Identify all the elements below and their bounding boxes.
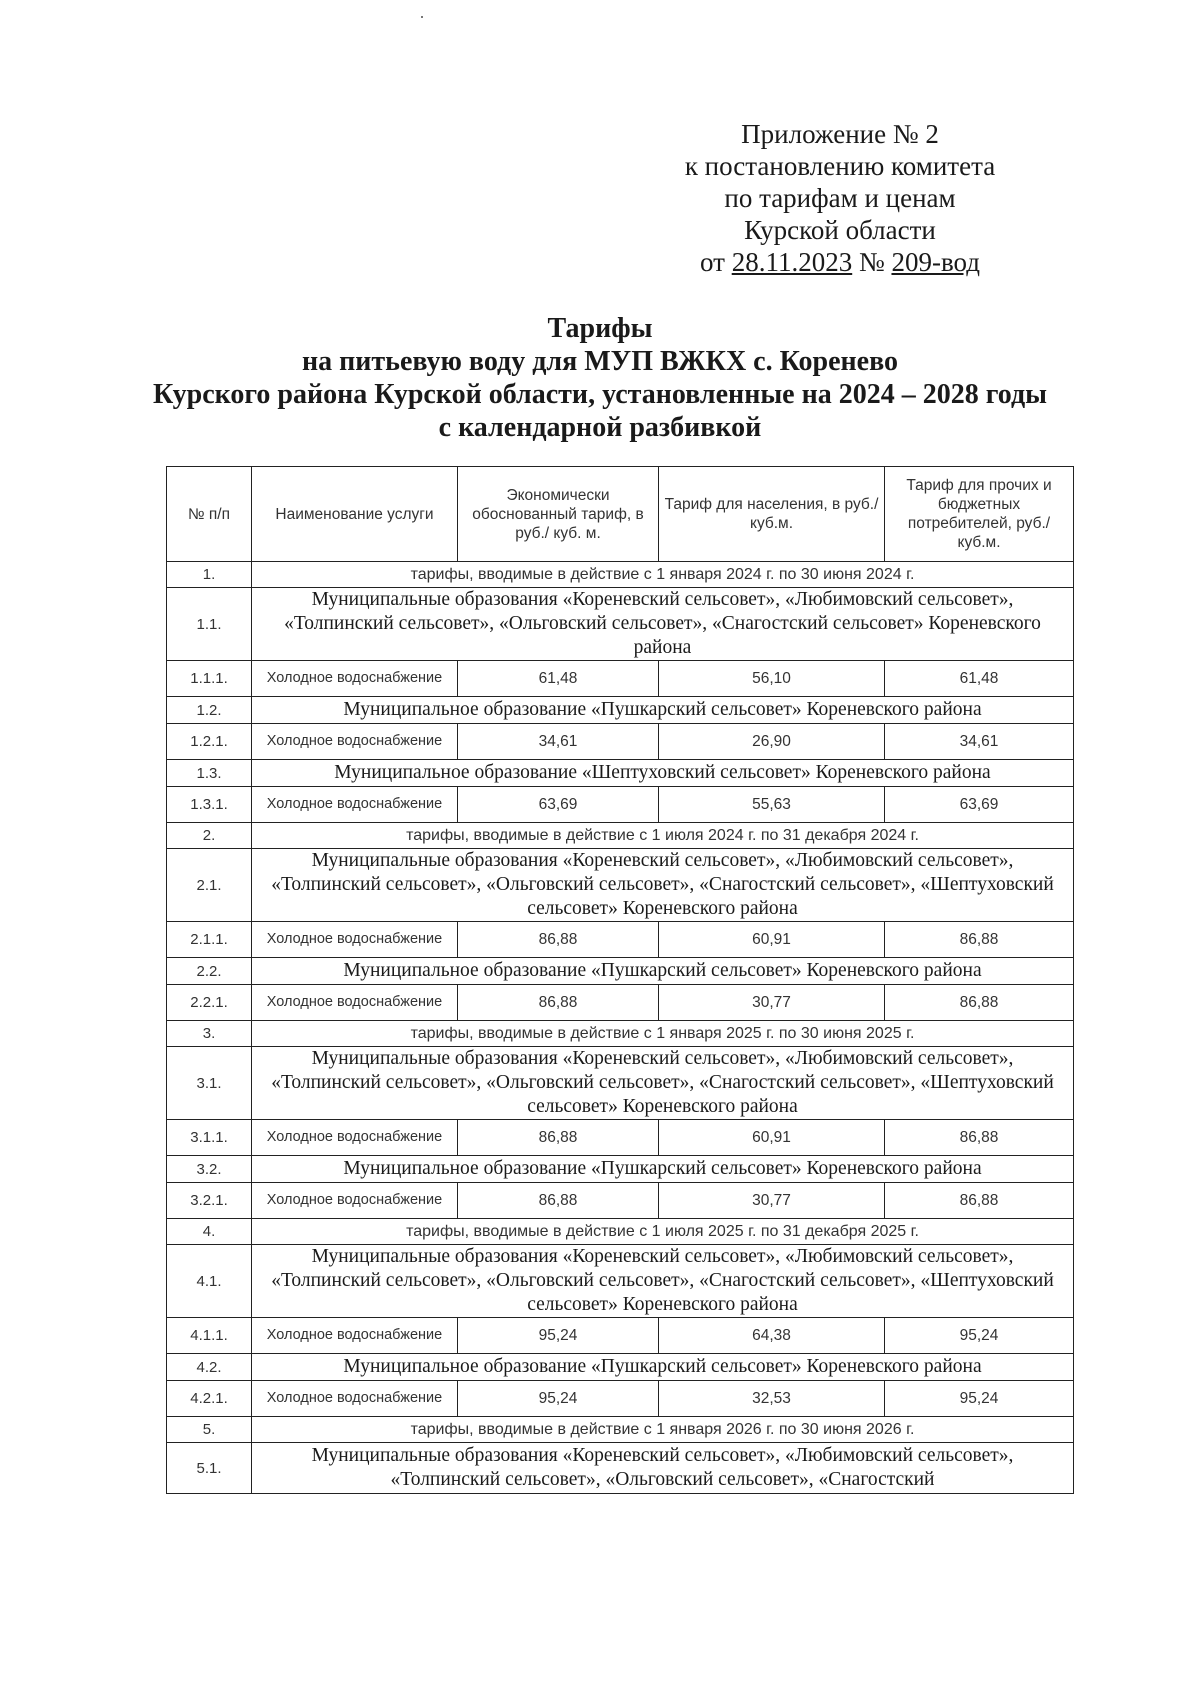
service-name: Холодное водоснабжение (252, 985, 458, 1021)
municipality-label: Муниципальные образования «Кореневский сельсовет», «Любимовский сельсовет», «Толпинский сельсовет», «Ольговский сельсовет», «Снагостский (252, 1443, 1074, 1494)
row-num: 2.2.1. (167, 985, 252, 1021)
other-tariff: 63,69 (885, 787, 1074, 823)
municipality-label: Муниципальные образования «Кореневский сельсовет», «Любимовский сельсовет», «Толпинский сельсовет», «Ольговский сельсовет», «Снагостский сельсовет», «Шептуховский сельсовет» Кореневского района (252, 849, 1074, 922)
table-row (167, 1245, 1074, 1318)
row-num: 5.1. (167, 1443, 252, 1494)
row-num: 4.1.1. (167, 1318, 252, 1354)
header-other: Тариф для прочих и бюджетных потребителей, руб./ куб.м. (885, 467, 1074, 562)
annex-date-line (640, 246, 1040, 278)
table-row (167, 1417, 1074, 1443)
other-tariff: 86,88 (885, 1183, 1074, 1219)
row-num: 4.2. (167, 1354, 252, 1381)
annex-line-2: к постановлению комитета (684, 151, 996, 181)
table-row (167, 1120, 1074, 1156)
table-row (167, 823, 1074, 849)
header-num: № п/п (167, 467, 252, 562)
municipality-label: Муниципальные образования «Кореневский сельсовет», «Любимовский сельсовет», «Толпинский сельсовет», «Ольговский сельсовет», «Снагостский сельсовет», «Шептуховский сельсовет» Кореневского района (252, 1245, 1074, 1318)
row-num: 3.1.1. (167, 1120, 252, 1156)
title-line-4: с календарной разбивкой (438, 412, 762, 443)
row-num: 2.1.1. (167, 922, 252, 958)
table-row (167, 958, 1074, 985)
table-row (167, 760, 1074, 787)
header-population: Тариф для населения, в руб./ куб.м. (659, 467, 885, 562)
scan-speck (421, 16, 423, 18)
row-num: 1. (167, 562, 252, 588)
annex-line-3: по тарифам и ценам (724, 183, 956, 213)
row-num: 1.3.1. (167, 787, 252, 823)
row-num: 4. (167, 1219, 252, 1245)
row-num: 3.2.1. (167, 1183, 252, 1219)
table-row (167, 849, 1074, 922)
other-tariff: 34,61 (885, 724, 1074, 760)
annex-number-prefix: № (852, 247, 892, 277)
row-num: 2.2. (167, 958, 252, 985)
other-tariff: 95,24 (885, 1381, 1074, 1417)
population-tariff: 55,63 (659, 787, 885, 823)
service-name: Холодное водоснабжение (252, 1183, 458, 1219)
table-row (167, 1219, 1074, 1245)
annex-date-prefix: от (700, 247, 732, 277)
annex-header (640, 118, 1040, 278)
document-title (100, 312, 1100, 444)
row-num: 2. (167, 823, 252, 849)
population-tariff: 60,91 (659, 922, 885, 958)
row-num: 3.2. (167, 1156, 252, 1183)
row-num: 1.3. (167, 760, 252, 787)
row-num: 1.1. (167, 588, 252, 661)
economic-tariff: 63,69 (458, 787, 659, 823)
table-row (167, 1047, 1074, 1120)
other-tariff: 95,24 (885, 1318, 1074, 1354)
table-row (167, 1381, 1074, 1417)
table-row (167, 588, 1074, 661)
table-row (167, 1443, 1074, 1494)
row-num: 5. (167, 1417, 252, 1443)
period-label: тарифы, вводимые в действие с 1 января 2024 г. по 30 июня 2024 г. (252, 562, 1074, 588)
other-tariff: 86,88 (885, 1120, 1074, 1156)
other-tariff: 61,48 (885, 661, 1074, 697)
table-row (167, 1021, 1074, 1047)
economic-tariff: 34,61 (458, 724, 659, 760)
title-line-1: Тарифы (547, 313, 653, 344)
economic-tariff: 95,24 (458, 1318, 659, 1354)
annex-line-1: Приложение № 2 (741, 119, 939, 149)
period-label: тарифы, вводимые в действие с 1 июля 2025 г. по 31 декабря 2025 г. (252, 1219, 1074, 1245)
municipality-label: Муниципальные образования «Кореневский сельсовет», «Любимовский сельсовет», «Толпинский сельсовет», «Ольговский сельсовет», «Снагостский сельсовет» Кореневского района (252, 588, 1074, 661)
other-tariff: 86,88 (885, 922, 1074, 958)
annex-number: 209-вод (891, 247, 980, 277)
economic-tariff: 61,48 (458, 661, 659, 697)
other-tariff: 86,88 (885, 985, 1074, 1021)
annex-date: 28.11.2023 (731, 247, 853, 277)
economic-tariff: 86,88 (458, 1120, 659, 1156)
tariffs-table (166, 466, 1074, 1494)
title-line-3: Курского района Курской области, установленные на 2024 – 2028 годы (153, 379, 1047, 410)
population-tariff: 60,91 (659, 1120, 885, 1156)
row-num: 1.2. (167, 697, 252, 724)
municipality-label: Муниципальное образование «Пушкарский сельсовет» Кореневского района (252, 1156, 1074, 1183)
table-row (167, 985, 1074, 1021)
period-label: тарифы, вводимые в действие с 1 июля 2024 г. по 31 декабря 2024 г. (252, 823, 1074, 849)
row-num: 1.2.1. (167, 724, 252, 760)
economic-tariff: 86,88 (458, 985, 659, 1021)
population-tariff: 56,10 (659, 661, 885, 697)
row-num: 3.1. (167, 1047, 252, 1120)
service-name: Холодное водоснабжение (252, 1120, 458, 1156)
table-row (167, 724, 1074, 760)
title-line-2: на питьевую воду для МУП ВЖКХ с. Коренево (301, 346, 899, 377)
municipality-label: Муниципальные образования «Кореневский сельсовет», «Любимовский сельсовет», «Толпинский сельсовет», «Ольговский сельсовет», «Снагостский сельсовет», «Шептуховский сельсовет» Кореневского района (252, 1047, 1074, 1120)
header-economic: Экономически обоснованный тариф, в руб./ куб. м. (458, 467, 659, 562)
population-tariff: 32,53 (659, 1381, 885, 1417)
municipality-label: Муниципальное образование «Пушкарский сельсовет» Кореневского района (252, 697, 1074, 724)
table-row (167, 787, 1074, 823)
period-label: тарифы, вводимые в действие с 1 января 2026 г. по 30 июня 2026 г. (252, 1417, 1074, 1443)
population-tariff: 30,77 (659, 1183, 885, 1219)
table-row (167, 1354, 1074, 1381)
service-name: Холодное водоснабжение (252, 724, 458, 760)
table-header-row (167, 467, 1074, 562)
table-row (167, 1183, 1074, 1219)
municipality-label: Муниципальное образование «Пушкарский сельсовет» Кореневского района (252, 1354, 1074, 1381)
row-num: 1.1.1. (167, 661, 252, 697)
population-tariff: 30,77 (659, 985, 885, 1021)
economic-tariff: 95,24 (458, 1381, 659, 1417)
table-row (167, 697, 1074, 724)
service-name: Холодное водоснабжение (252, 661, 458, 697)
table-row (167, 922, 1074, 958)
row-num: 4.1. (167, 1245, 252, 1318)
economic-tariff: 86,88 (458, 1183, 659, 1219)
row-num: 4.2.1. (167, 1381, 252, 1417)
service-name: Холодное водоснабжение (252, 922, 458, 958)
table-row (167, 1156, 1074, 1183)
service-name: Холодное водоснабжение (252, 1318, 458, 1354)
population-tariff: 26,90 (659, 724, 885, 760)
row-num: 3. (167, 1021, 252, 1047)
economic-tariff: 86,88 (458, 922, 659, 958)
annex-line-4: Курской области (744, 215, 936, 245)
municipality-label: Муниципальное образование «Пушкарский сельсовет» Кореневского района (252, 958, 1074, 985)
municipality-label: Муниципальное образование «Шептуховский сельсовет» Кореневского района (252, 760, 1074, 787)
header-name: Наименование услуги (252, 467, 458, 562)
table-row (167, 661, 1074, 697)
service-name: Холодное водоснабжение (252, 1381, 458, 1417)
service-name: Холодное водоснабжение (252, 787, 458, 823)
table-row (167, 1318, 1074, 1354)
period-label: тарифы, вводимые в действие с 1 января 2025 г. по 30 июня 2025 г. (252, 1021, 1074, 1047)
row-num: 2.1. (167, 849, 252, 922)
table-row (167, 562, 1074, 588)
population-tariff: 64,38 (659, 1318, 885, 1354)
